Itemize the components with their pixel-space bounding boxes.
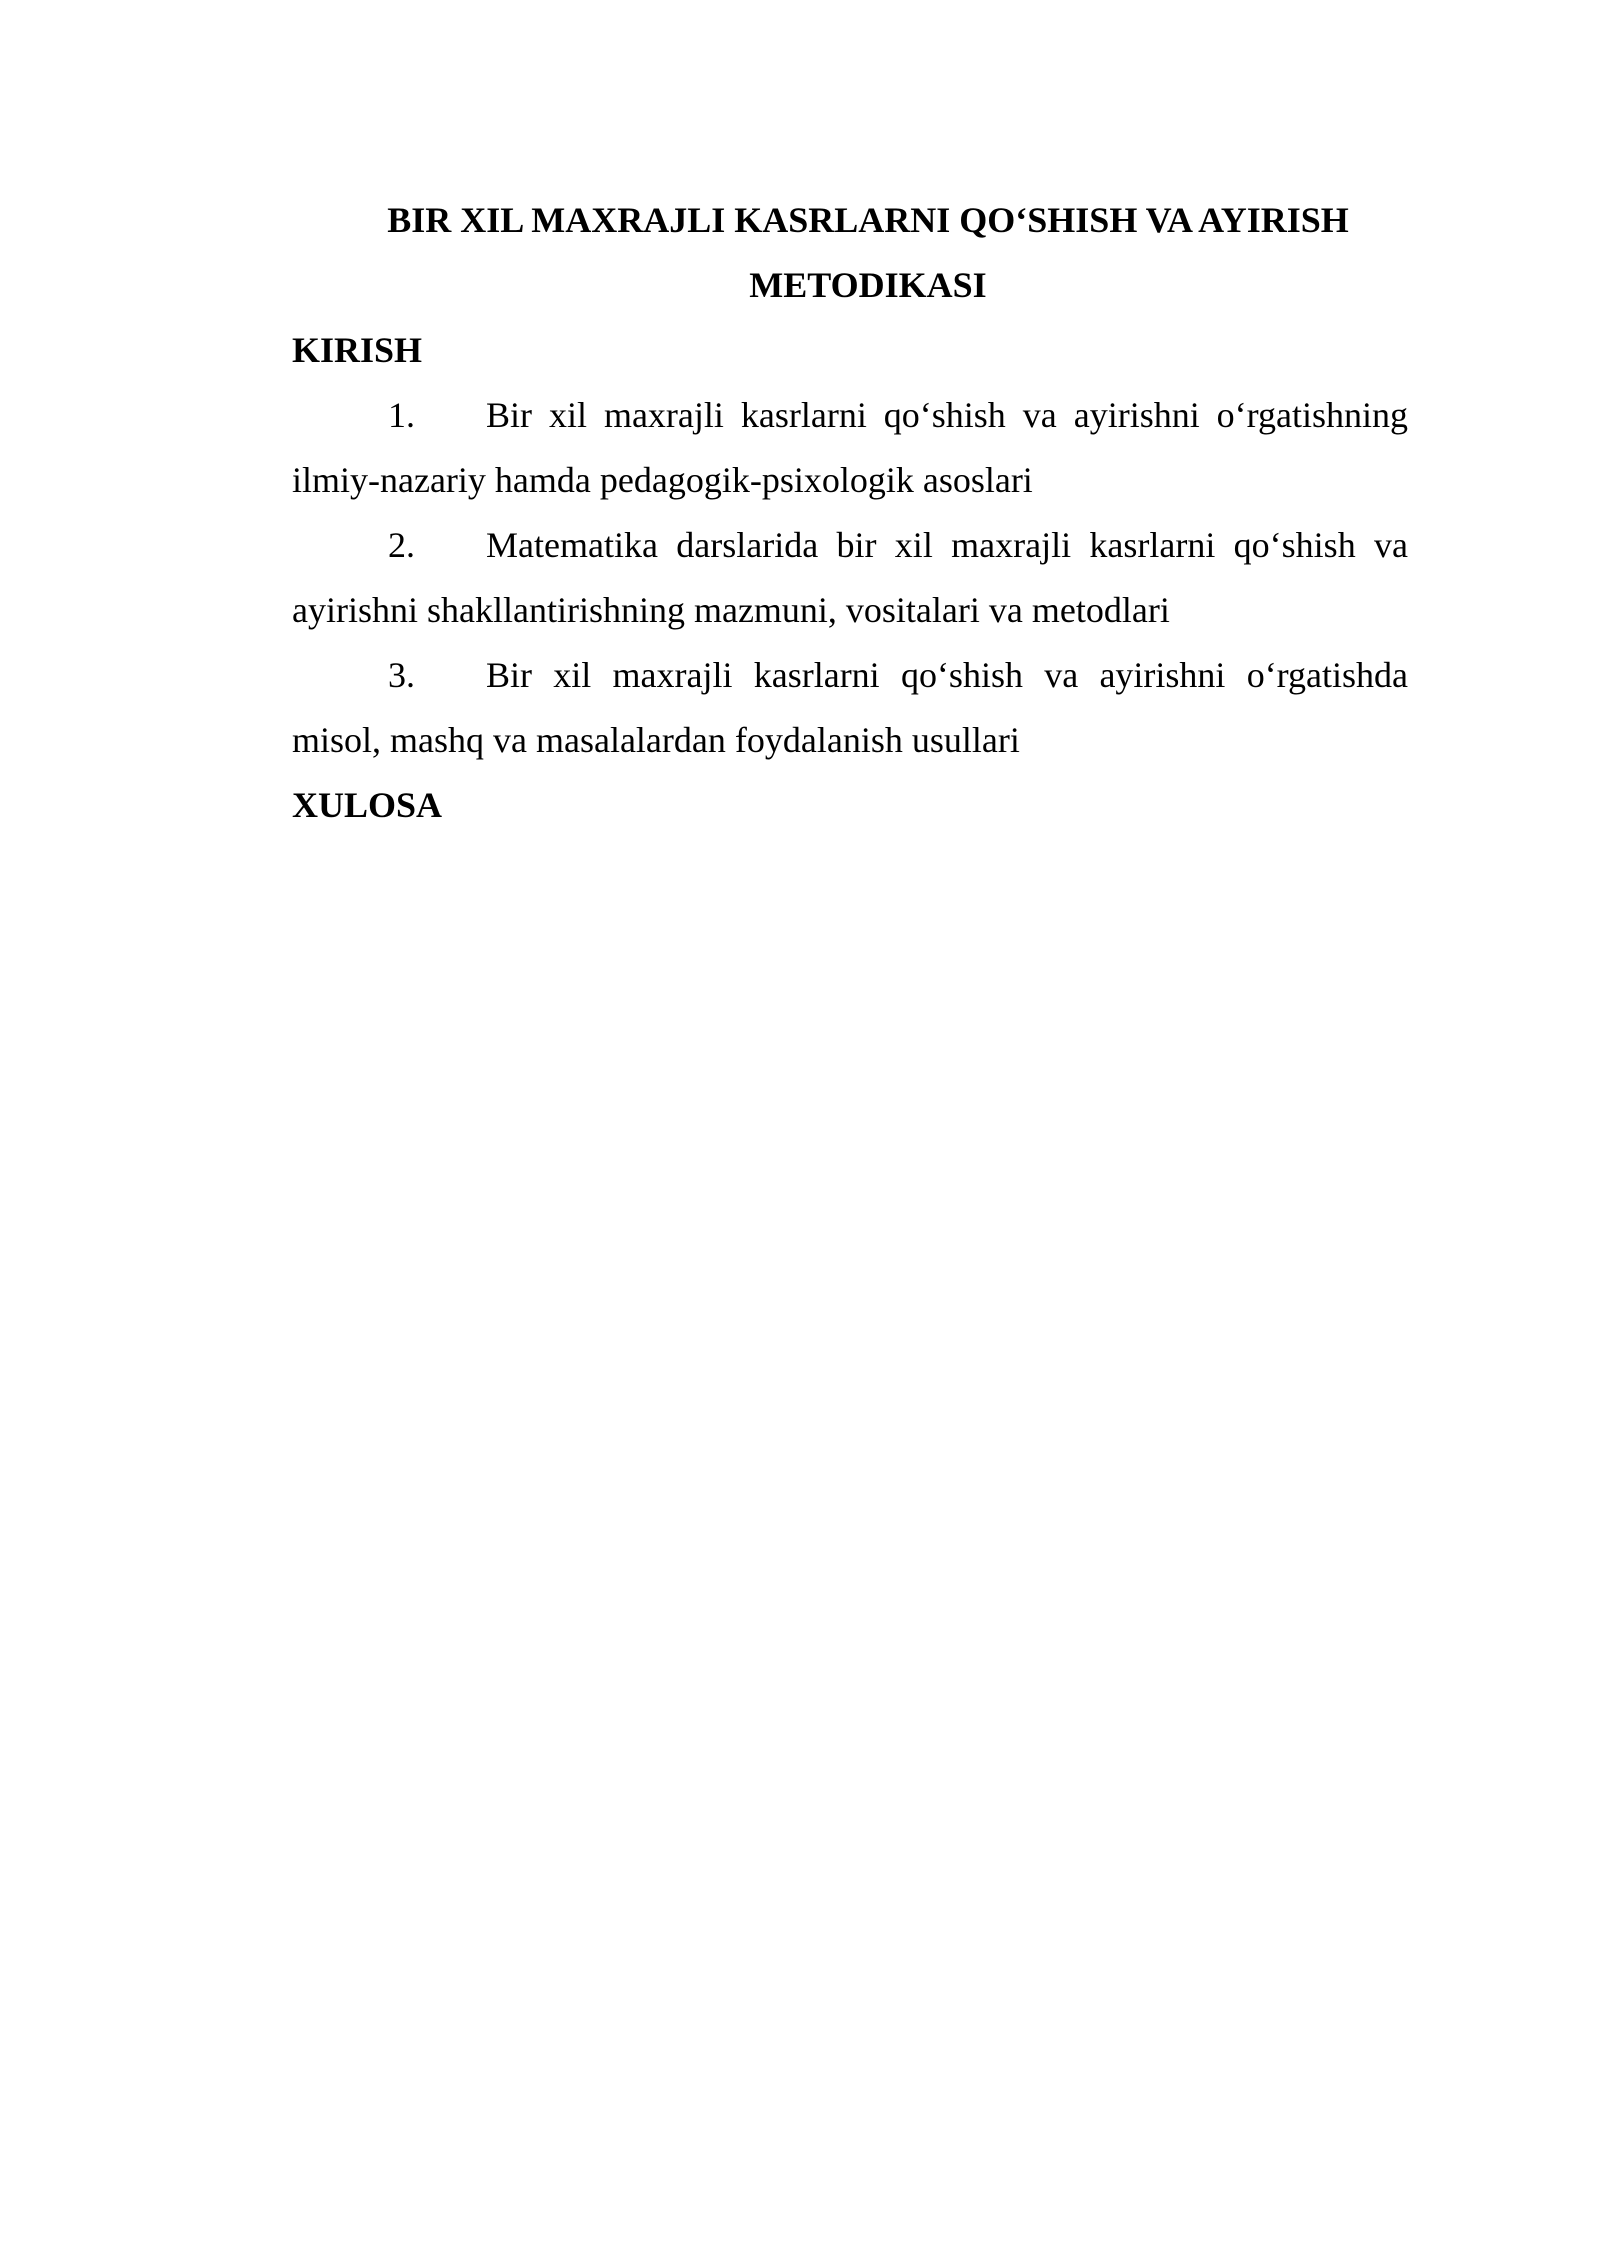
outline-item-text: Matematika darslarida bir xil maxrajli kasrlarni qo‘shish va ayirishni shakllantirishning mazmuni, vositalari va metodlari <box>292 525 1408 630</box>
outline-item-1 <box>292 383 1408 513</box>
outline-item-text: Bir xil maxrajli kasrlarni qo‘shish va ayirishni o‘rgatishda misol, mashq va masalalardan foydalanish usullari <box>292 655 1408 760</box>
title-line-2: METODIKASI <box>749 265 987 305</box>
conclusion-heading: XULOSA <box>292 785 443 825</box>
outline-item-2 <box>292 513 1408 643</box>
intro-heading: KIRISH <box>292 330 423 370</box>
outline-item-number: 1. <box>388 395 415 435</box>
outline-item-number: 3. <box>388 655 415 695</box>
outline-item-text: Bir xil maxrajli kasrlarni qo‘shish va ayirishni o‘rgatishning ilmiy-nazariy hamda pedagogik-psixologik asoslari <box>292 395 1408 500</box>
document-content <box>292 188 1408 838</box>
title-line-1: BIR XIL MAXRAJLI KASRLARNI QO‘SHISH VA AYIRISH <box>387 200 1349 240</box>
outline-item-number: 2. <box>388 525 415 565</box>
document-title <box>292 188 1408 318</box>
outline-item-3 <box>292 643 1408 773</box>
